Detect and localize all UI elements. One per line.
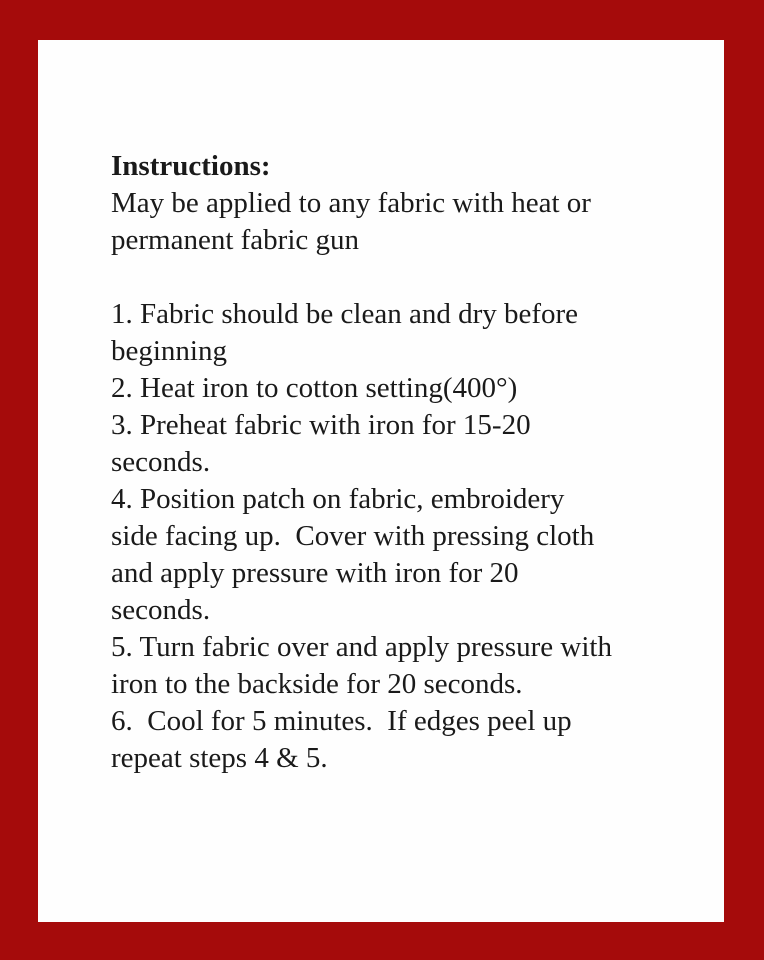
step-5: 5. Turn fabric over and apply pressure with iron to the backside for 20 seconds.: [111, 631, 612, 700]
instructions-content: [111, 148, 711, 777]
step-6: 6. Cool for 5 minutes. If edges peel up repeat steps 4 & 5.: [111, 705, 572, 774]
step-4: 4. Position patch on fabric, embroidery side facing up. Cover with pressing cloth and apply pressure with iron for 20 seconds.: [111, 483, 595, 626]
instructions-heading: Instructions:: [111, 150, 271, 182]
instruction-card: [38, 40, 724, 922]
steps-list: [111, 296, 711, 777]
blank-line: [111, 259, 711, 296]
instructions-intro: May be applied to any fabric with heat or permanent fabric gun: [111, 187, 591, 256]
step-3: 3. Preheat fabric with iron for 15-20 seconds.: [111, 409, 531, 478]
step-2: 2. Heat iron to cotton setting(400°): [111, 372, 518, 404]
step-1: 1. Fabric should be clean and dry before beginning: [111, 298, 579, 367]
